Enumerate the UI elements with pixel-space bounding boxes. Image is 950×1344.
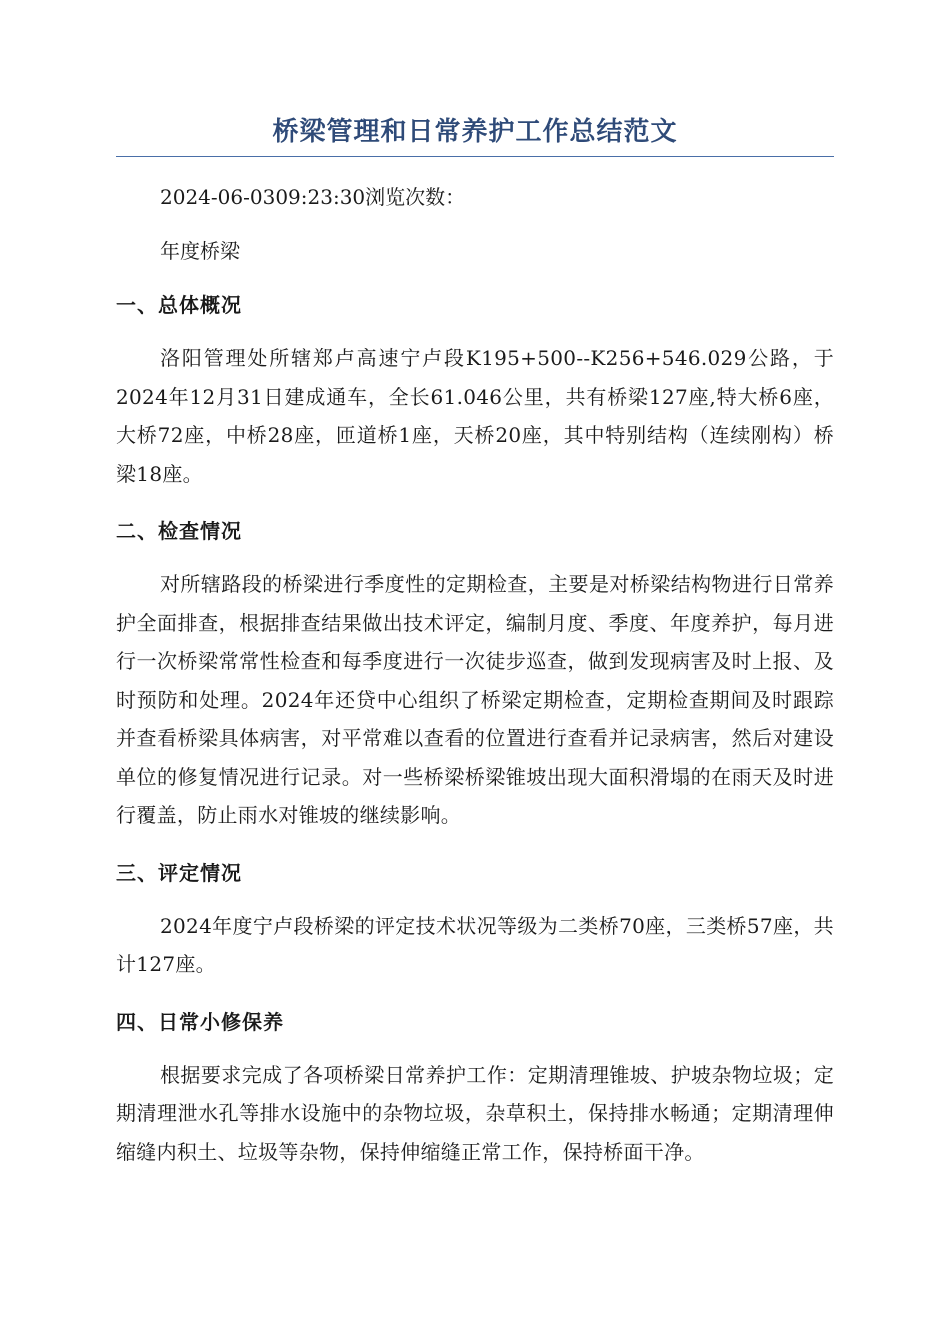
section-paragraph-rating: 2024年度宁卢段桥梁的评定技术状况等级为二类桥70座，三类桥57座，共计127座。 (116, 913, 834, 976)
intro-text: 年度桥梁 (160, 239, 240, 263)
section-paragraph-inspection: 对所辖路段的桥梁进行季度性的定期检查，主要是对桥梁结构物进行日常养护全面排查，根据排查结果做出技术评定，编制月度、季度、年度养护，每月进行一次桥梁常常性检查和每季度进行一次徒步巡查，做到发现病害及时上报、及时预防和处理。2024年还贷中心组织了桥梁定期检查，定期检查期间及时跟踪并查看桥梁具体病害，对平常难以查看的位置进行查看并记录病害，然后对建设单位的修复情况进行记录。对一些桥梁桥梁锥坡出现大面积滑塌的在雨天及时进行覆盖，防止雨水对锥坡的继续影响。 (116, 572, 834, 827)
document-title: 桥梁管理和日常养护工作总结范文 (116, 110, 834, 157)
publish-meta: 2024-06-0309:23:30浏览次数： (160, 185, 466, 209)
section-heading-maintenance: 四、日常小修保养 (116, 1009, 284, 1034)
section-paragraph-overview: 洛阳管理处所辖郑卢高速宁卢段K195+500--K256+546.029公路，于2024年12月31日建成通车，全长61.046公里，共有桥梁127座,特大桥6座，大桥72座，中桥28座，匝道桥1座，天桥20座，其中特别结构（连续刚构）桥梁18座。 (116, 346, 834, 486)
document-page (116, 110, 834, 1171)
section-heading-inspection: 二、检查情况 (116, 519, 242, 543)
section-heading-rating: 三、评定情况 (116, 860, 242, 885)
section-paragraph-maintenance: 根据要求完成了各项桥梁日常养护工作：定期清理锥坡、护坡杂物垃圾；定期清理泄水孔等排水设施中的杂物垃圾，杂草积土，保持排水畅通；定期清理伸缩缝内积土、垃圾等杂物，保持伸缩缝正常工作，保持桥面干净。 (116, 1062, 834, 1164)
section-heading-overview: 一、总体概况 (116, 293, 242, 317)
